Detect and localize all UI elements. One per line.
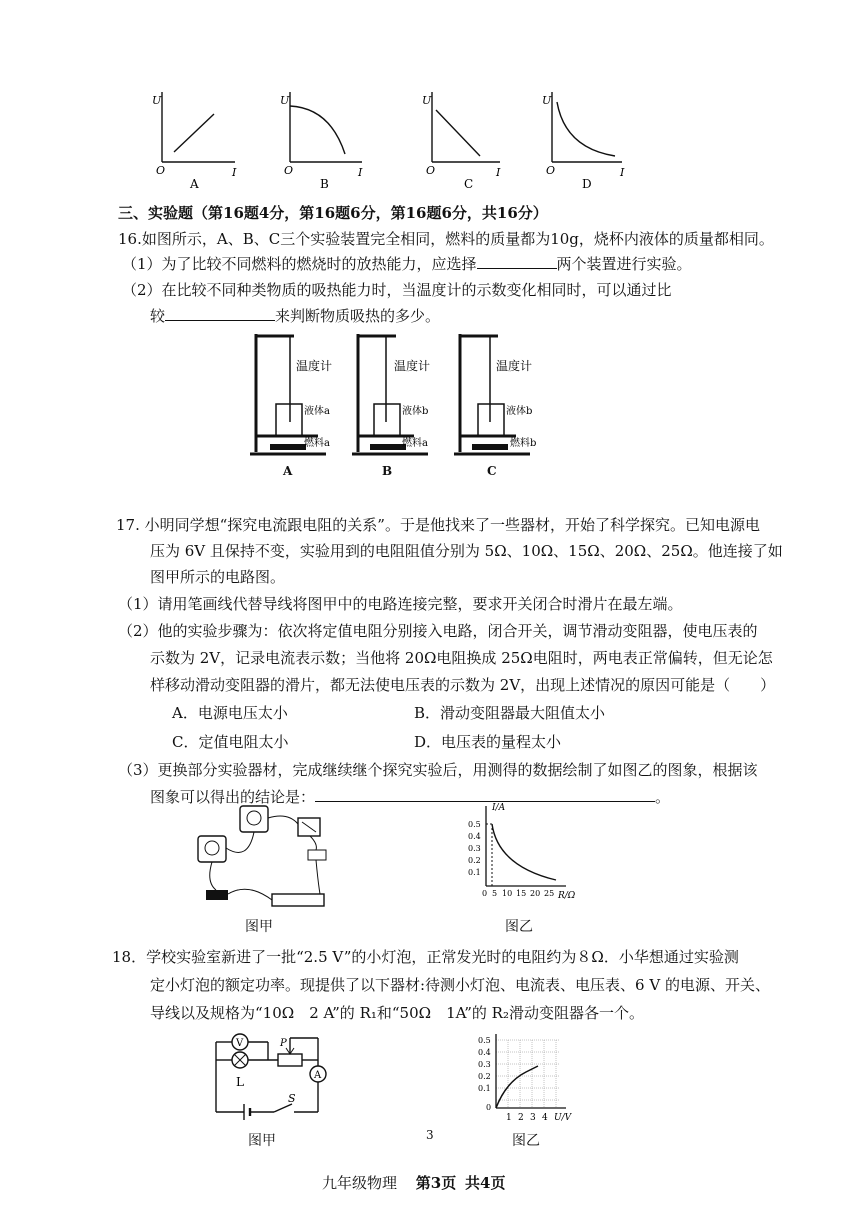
- q16-part2-blank[interactable]: [165, 306, 275, 321]
- q18-ytick: 0.2: [478, 1072, 491, 1081]
- q18-line1: 18．学校实验室新进了一批“2.5 V”的小灯泡，正常发光时的电阻约为８Ω．小华想通过实验测: [112, 948, 739, 966]
- q17-choice-d[interactable]: D．电压表的量程太小: [414, 733, 562, 751]
- q16-part2-before: 较: [150, 307, 166, 325]
- q17-part2-line1: （2）他的实验步骤为：依次将定值电阻分别接入电路，闭合开关，调节滑动变阻器，使电压表的: [118, 622, 758, 640]
- q18-ytick: 0.1: [478, 1084, 491, 1093]
- setup-b-liquid: 液体b: [402, 406, 429, 417]
- q16-part2-line1: （2）在比较不同种类物质的吸热能力时，当温度计的示数变化相同时，可以通过比: [122, 281, 672, 299]
- q17-part2-line3: 样移动滑动变阻器的滑片，都无法使电压表的示数为 2V，出现上述情况的原因可能是（ ）: [150, 676, 776, 694]
- setup-c-label: C: [487, 464, 497, 478]
- graph-c-origin: O: [426, 164, 436, 177]
- graph-a-label: A: [190, 177, 199, 191]
- q17-xtick: 10: [502, 889, 513, 898]
- q16-stem: 16.如图所示，A、B、C三个实验装置完全相同，燃料的质量都为10g，烧杯内液体的质量都相同。: [118, 230, 774, 248]
- setup-c-thermometer: 温度计: [496, 359, 533, 373]
- q17-line3: 图甲所示的电路图。: [150, 568, 286, 586]
- q17-ytick: 0.3: [468, 844, 481, 853]
- graph-c: [422, 92, 501, 191]
- q18-iu-graph: [470, 1030, 590, 1128]
- apparatus-figure: [246, 330, 556, 460]
- setup-a-fuel: 燃料a: [304, 438, 330, 449]
- q16-part1: [122, 254, 692, 274]
- q18-ytick: 0.5: [478, 1036, 491, 1045]
- q17-fig-left-caption: 图甲: [245, 919, 273, 935]
- setup-a-liquid: 液体a: [304, 406, 330, 417]
- graph-b: [280, 92, 363, 191]
- q17-part3-line1: （3）更换部分实验器材，完成继续继个探究实验后，用测得的数据绘制了如图乙的图象，根据该: [118, 761, 758, 779]
- setup-b-label: B: [382, 464, 393, 478]
- graph-b-origin: O: [284, 164, 294, 177]
- setup-a: [250, 334, 332, 454]
- q17-apparatus-sketch: [188, 802, 338, 914]
- q18-lamp-label: L: [236, 1075, 244, 1089]
- q18-xtick: 4: [542, 1113, 548, 1123]
- q16-part1-blank[interactable]: [477, 254, 557, 269]
- setup-b-fuel: 燃料a: [402, 438, 428, 449]
- q18-xlabel: U/V: [554, 1113, 572, 1123]
- option-graphs-svg: [140, 88, 640, 198]
- graph-c-xlabel: I: [496, 166, 501, 179]
- q17-xtick: 0: [482, 889, 488, 898]
- q17-fig-right-caption: 图乙: [505, 919, 533, 935]
- q17-part1: （1）请用笔画线代替导线将图甲中的电路连接完整，要求开关闭合时滑片在最左端。: [118, 595, 683, 613]
- graph-b-xlabel: I: [358, 166, 363, 179]
- graph-a-origin: O: [156, 164, 166, 177]
- graph-d-origin: O: [546, 164, 556, 177]
- q17-ytick: 0.4: [468, 832, 481, 841]
- q16-part1-after: 两个装置进行实验。: [556, 255, 692, 273]
- q18-xtick: 1: [506, 1113, 512, 1123]
- footer-total: 共4页: [465, 1174, 506, 1192]
- setup-c-liquid: 液体b: [506, 406, 533, 417]
- q18-ytick: 0.3: [478, 1060, 491, 1069]
- q17-xtick: 15: [516, 889, 527, 898]
- setup-a-label: A: [283, 464, 293, 478]
- q17-graph-ylabel: I/A: [492, 803, 506, 813]
- setup-b: [352, 334, 430, 454]
- graph-a-xlabel: I: [232, 166, 237, 179]
- q17-choice-b[interactable]: B．滑动变阻器最大阻值太小: [414, 704, 606, 722]
- q17-ytick: 0.5: [468, 820, 481, 829]
- graph-a-ylabel: U: [152, 94, 162, 107]
- graph-d-label: D: [582, 177, 592, 191]
- graph-d: [542, 92, 625, 191]
- q18-circuit-svg: [208, 1030, 338, 1130]
- q18-fig-left-caption: 图甲: [248, 1133, 276, 1149]
- q17-xtick: 5: [492, 889, 498, 898]
- q17-apparatus-svg: [188, 802, 338, 914]
- setup-b-thermometer: 温度计: [394, 359, 431, 373]
- setup-c-fuel: 燃料b: [510, 438, 537, 449]
- q18-line2: 定小灯泡的额定功率。现提供了以下器材:待测小灯泡、电流表、电压表、6 V 的电源、开关、: [150, 976, 770, 994]
- graph-c-ylabel: U: [422, 94, 432, 107]
- q17-ir-graph: [462, 800, 592, 910]
- q18-fig-right-caption: 图乙: [512, 1133, 540, 1149]
- q17-ytick: 0.2: [468, 856, 481, 865]
- q16-part1-before: （1）为了比较不同燃料的燃烧时的放热能力，应选择: [122, 255, 477, 273]
- graph-a: [152, 92, 237, 191]
- q17-part2-line2: 示数为 2V，记录电流表示数；当他将 20Ω电阻换成 25Ω电阻时，两电表正常偏转，但无论怎: [150, 649, 773, 667]
- graph-c-label: C: [464, 177, 474, 191]
- q17-xtick: 20: [530, 889, 541, 898]
- q17-line1: 17. 小明同学想“探究电流跟电阻的关系”。于是他找来了一些器材，开始了科学探究。已知电源电: [116, 516, 760, 534]
- q17-xtick: 25: [544, 889, 555, 898]
- q18-iu-graph-svg: [470, 1030, 590, 1128]
- graph-d-xlabel: I: [620, 166, 625, 179]
- q17-graph-xlabel: R/Ω: [558, 891, 576, 901]
- q17-part3-before: 图象可以得出的结论是：: [150, 788, 316, 806]
- graph-b-ylabel: U: [280, 94, 290, 107]
- graph-d-ylabel: U: [542, 94, 552, 107]
- q16-part2-line2: [150, 306, 440, 326]
- q18-line3: 导线以及规格为“10Ω 2 A”的 R₁和“50Ω 1A”的 R₂滑动变阻器各一个。: [150, 1004, 644, 1022]
- setup-c: [454, 334, 536, 454]
- page-number: 3: [426, 1128, 434, 1142]
- footer-page: 第3页: [415, 1174, 457, 1192]
- graph-b-label: B: [320, 177, 329, 191]
- q18-ytick: 0: [486, 1103, 492, 1112]
- q18-ytick: 0.4: [478, 1048, 491, 1057]
- q18-voltmeter: V: [236, 1038, 244, 1049]
- setup-a-thermometer: 温度计: [296, 359, 333, 373]
- q18-circuit: [208, 1030, 338, 1130]
- q18-ammeter: A: [314, 1070, 322, 1081]
- q18-slider-p: P: [280, 1038, 287, 1049]
- option-graphs: [140, 88, 640, 198]
- section-heading: 三、实验题（第16题4分，第16题6分，第16题6分，共16分）: [118, 204, 548, 222]
- q17-line2: 压为 6V 且保持不变，实验用到的电阻阻值分别为 5Ω、10Ω、15Ω、20Ω、25Ω。他连接了如: [150, 542, 783, 560]
- q16-part2-after: 来判断物质吸热的多少。: [275, 307, 441, 325]
- q17-ir-graph-svg: [462, 800, 592, 910]
- q17-choice-a[interactable]: A．电源电压太小: [172, 704, 288, 722]
- footer-subject: 九年级物理: [322, 1174, 398, 1192]
- footer: [322, 1172, 505, 1193]
- apparatus-svg: [246, 330, 556, 460]
- q17-ytick: 0.1: [468, 868, 481, 877]
- q18-switch-label: S: [288, 1092, 296, 1105]
- q17-choice-c[interactable]: C．定值电阻太小: [172, 733, 289, 751]
- q18-xtick: 3: [530, 1113, 536, 1123]
- q18-xtick: 2: [518, 1113, 524, 1123]
- q17-part3-after: 。: [655, 788, 671, 806]
